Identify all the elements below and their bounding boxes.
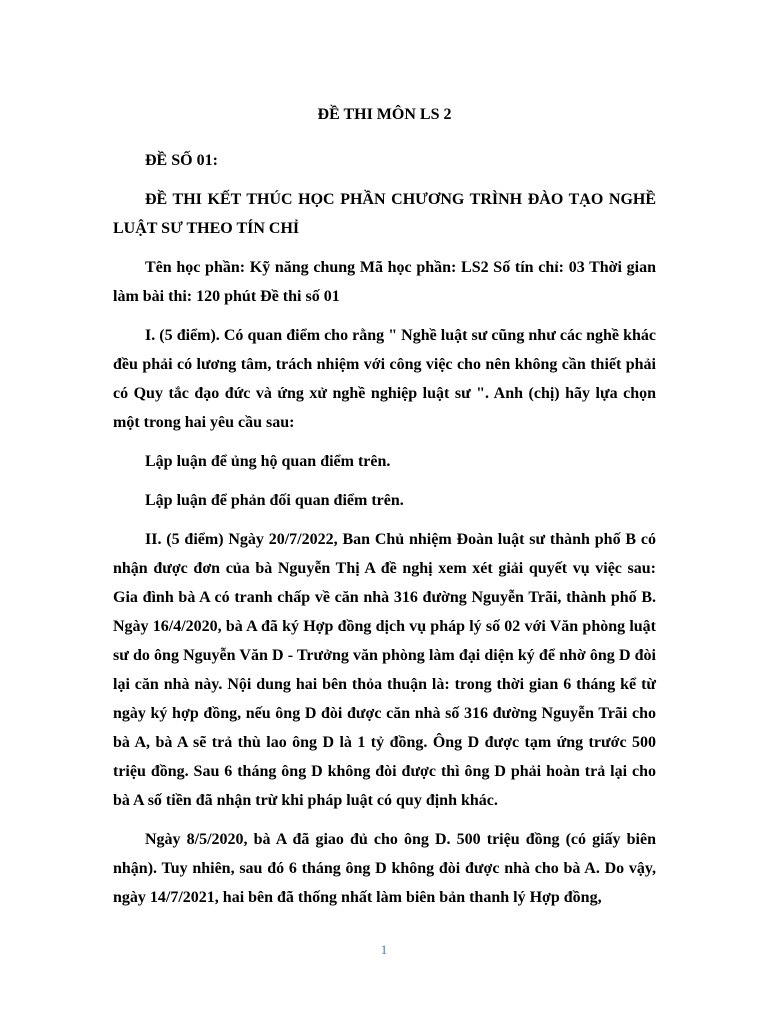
question-1: I. (5 điểm). Có quan điểm cho rằng " Nghề luật sư cũng như các nghề khác đều phải có lương tâm, trách nhiệm với công việc cho nên không cần thiết phải có Quy tắc đạo đức và ứng xử nghề nghiệp luật sư ". Anh (chị) hãy lựa chọn một trong hai yêu cầu sau: (113, 327, 656, 431)
page-number: 1 (380, 942, 388, 957)
question-2-continued: Ngày 8/5/2020, bà A đã giao đủ cho ông D. 500 triệu đồng (có giấy biên nhận). Tuy nhiên, sau đó 6 tháng ông D không đòi được nhà cho bà A. Do vậy, ngày 14/7/2021, hai bên đã thống nhất làm biên bản thanh lý Hợp đồng, (113, 831, 656, 906)
option-oppose: Lập luận để phản đối quan điểm trên. (145, 492, 404, 509)
document-title: ĐỀ THI MÔN LS 2 (317, 106, 452, 123)
exam-number: ĐỀ SỐ 01: (145, 152, 218, 169)
option-support: Lập luận để ủng hộ quan điểm trên. (145, 453, 391, 470)
course-info: Tên học phần: Kỹ năng chung Mã học phần: LS2 Số tín chỉ: 03 Thời gian làm bài thi: 120 phút Đề thi số 01 (113, 259, 656, 305)
exam-heading: ĐỀ THI KẾT THÚC HỌC PHẦN CHƯƠNG TRÌNH ĐÀO TẠO NGHỀ LUẬT SƯ THEO TÍN CHỈ (113, 191, 656, 237)
document-page (113, 100, 656, 922)
question-2: II. (5 điểm) Ngày 20/7/2022, Ban Chủ nhiệm Đoàn luật sư thành phố B có nhận được đơn của bà Nguyễn Thị A đề nghị xem xét giải quyết vụ việc sau: Gia đình bà A có tranh chấp về căn nhà 316 đường Nguyễn Trãi, thành phố B. Ngày 16/4/2020, bà A đã ký Hợp đồng dịch vụ pháp lý số 02 với Văn phòng luật sư do ông Nguyễn Văn D - Trưởng văn phòng làm đại diện ký để nhờ ông D đòi lại căn nhà này. Nội dung hai bên thỏa thuận là: trong thời gian 6 tháng kể từ ngày ký hợp đồng, nếu ông D đòi được căn nhà số 316 đường Nguyễn Trãi cho bà A, bà A sẽ trả thù lao ông D là 1 tỷ đồng. Ông D được tạm ứng trước 500 triệu đồng. Sau 6 tháng ông D không đòi được thì ông D phải hoàn trả lại cho bà A số tiền đã nhận trừ khi pháp luật có quy định khác. (113, 531, 656, 809)
